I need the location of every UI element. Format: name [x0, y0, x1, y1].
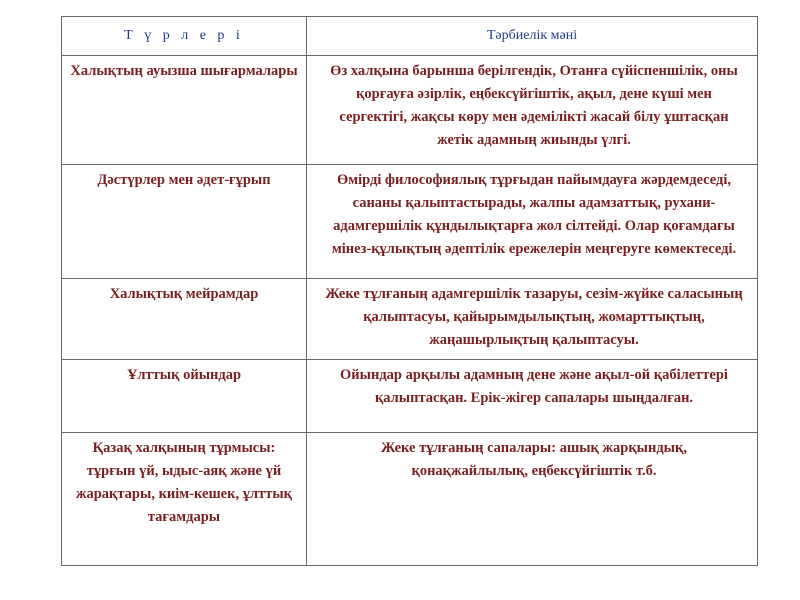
meaning-cell: Жеке тұлғаның сапалары: ашық жарқындық, қонақжайлылық, еңбексүйгіштік т.б.: [307, 433, 758, 566]
table-row: [62, 433, 758, 566]
meaning-cell: Өмірді философиялық тұрғыдан пайымдауға жәрдемдеседі, сананы қалыптастырады, жалпы адамзаттық, рухани-адамгершілік құндылықтарға жол сілтейді. Олар қоғамдағы мінез-құлықтың әдептілік ережелерін меңгеруге көмектеседі.: [307, 165, 758, 279]
table-row: [62, 56, 758, 165]
type-cell: Халықтың ауызша шығармалары: [62, 56, 307, 165]
table-row: [62, 360, 758, 433]
table-row: [62, 279, 758, 360]
meaning-cell: Жеке тұлғаның адамгершілік тазаруы, сезім-жүйке саласының қалыптасуы, қайырымдылықтың, жомарттықтың, жаңашырлықтың қалыптасуы.: [307, 279, 758, 360]
table-row: [62, 165, 758, 279]
meaning-cell: Өз халқына барынша берілгендік, Отанға сүйіспеншілік, оны қорғауға әзірлік, еңбексүйгіштік, ақыл, дене күші мен сергектігі, жақсы көру мен әдемілікті жасай білу ұштасқан жетік адамның жиынды үлгі.: [307, 56, 758, 165]
education-values-table: [61, 16, 758, 566]
table-header-row: [62, 17, 758, 56]
type-cell: Дәстүрлер мен әдет-ғұрып: [62, 165, 307, 279]
type-cell: Халықтық мейрамдар: [62, 279, 307, 360]
header-educational-meaning: Тәрбиелік мәні: [307, 17, 758, 56]
type-cell: Қазақ халқының тұрмысы: тұрғын үй, ыдыс-аяқ және үй жарақтары, киім-кешек, ұлттық тағамдары: [62, 433, 307, 566]
type-cell: Ұлттық ойындар: [62, 360, 307, 433]
meaning-cell: Ойындар арқылы адамның дене және ақыл-ой қабілеттері қалыптасқан. Ерік-жігер сапалары шыңдалған.: [307, 360, 758, 433]
header-types: Т ү р л е р і: [62, 17, 307, 56]
